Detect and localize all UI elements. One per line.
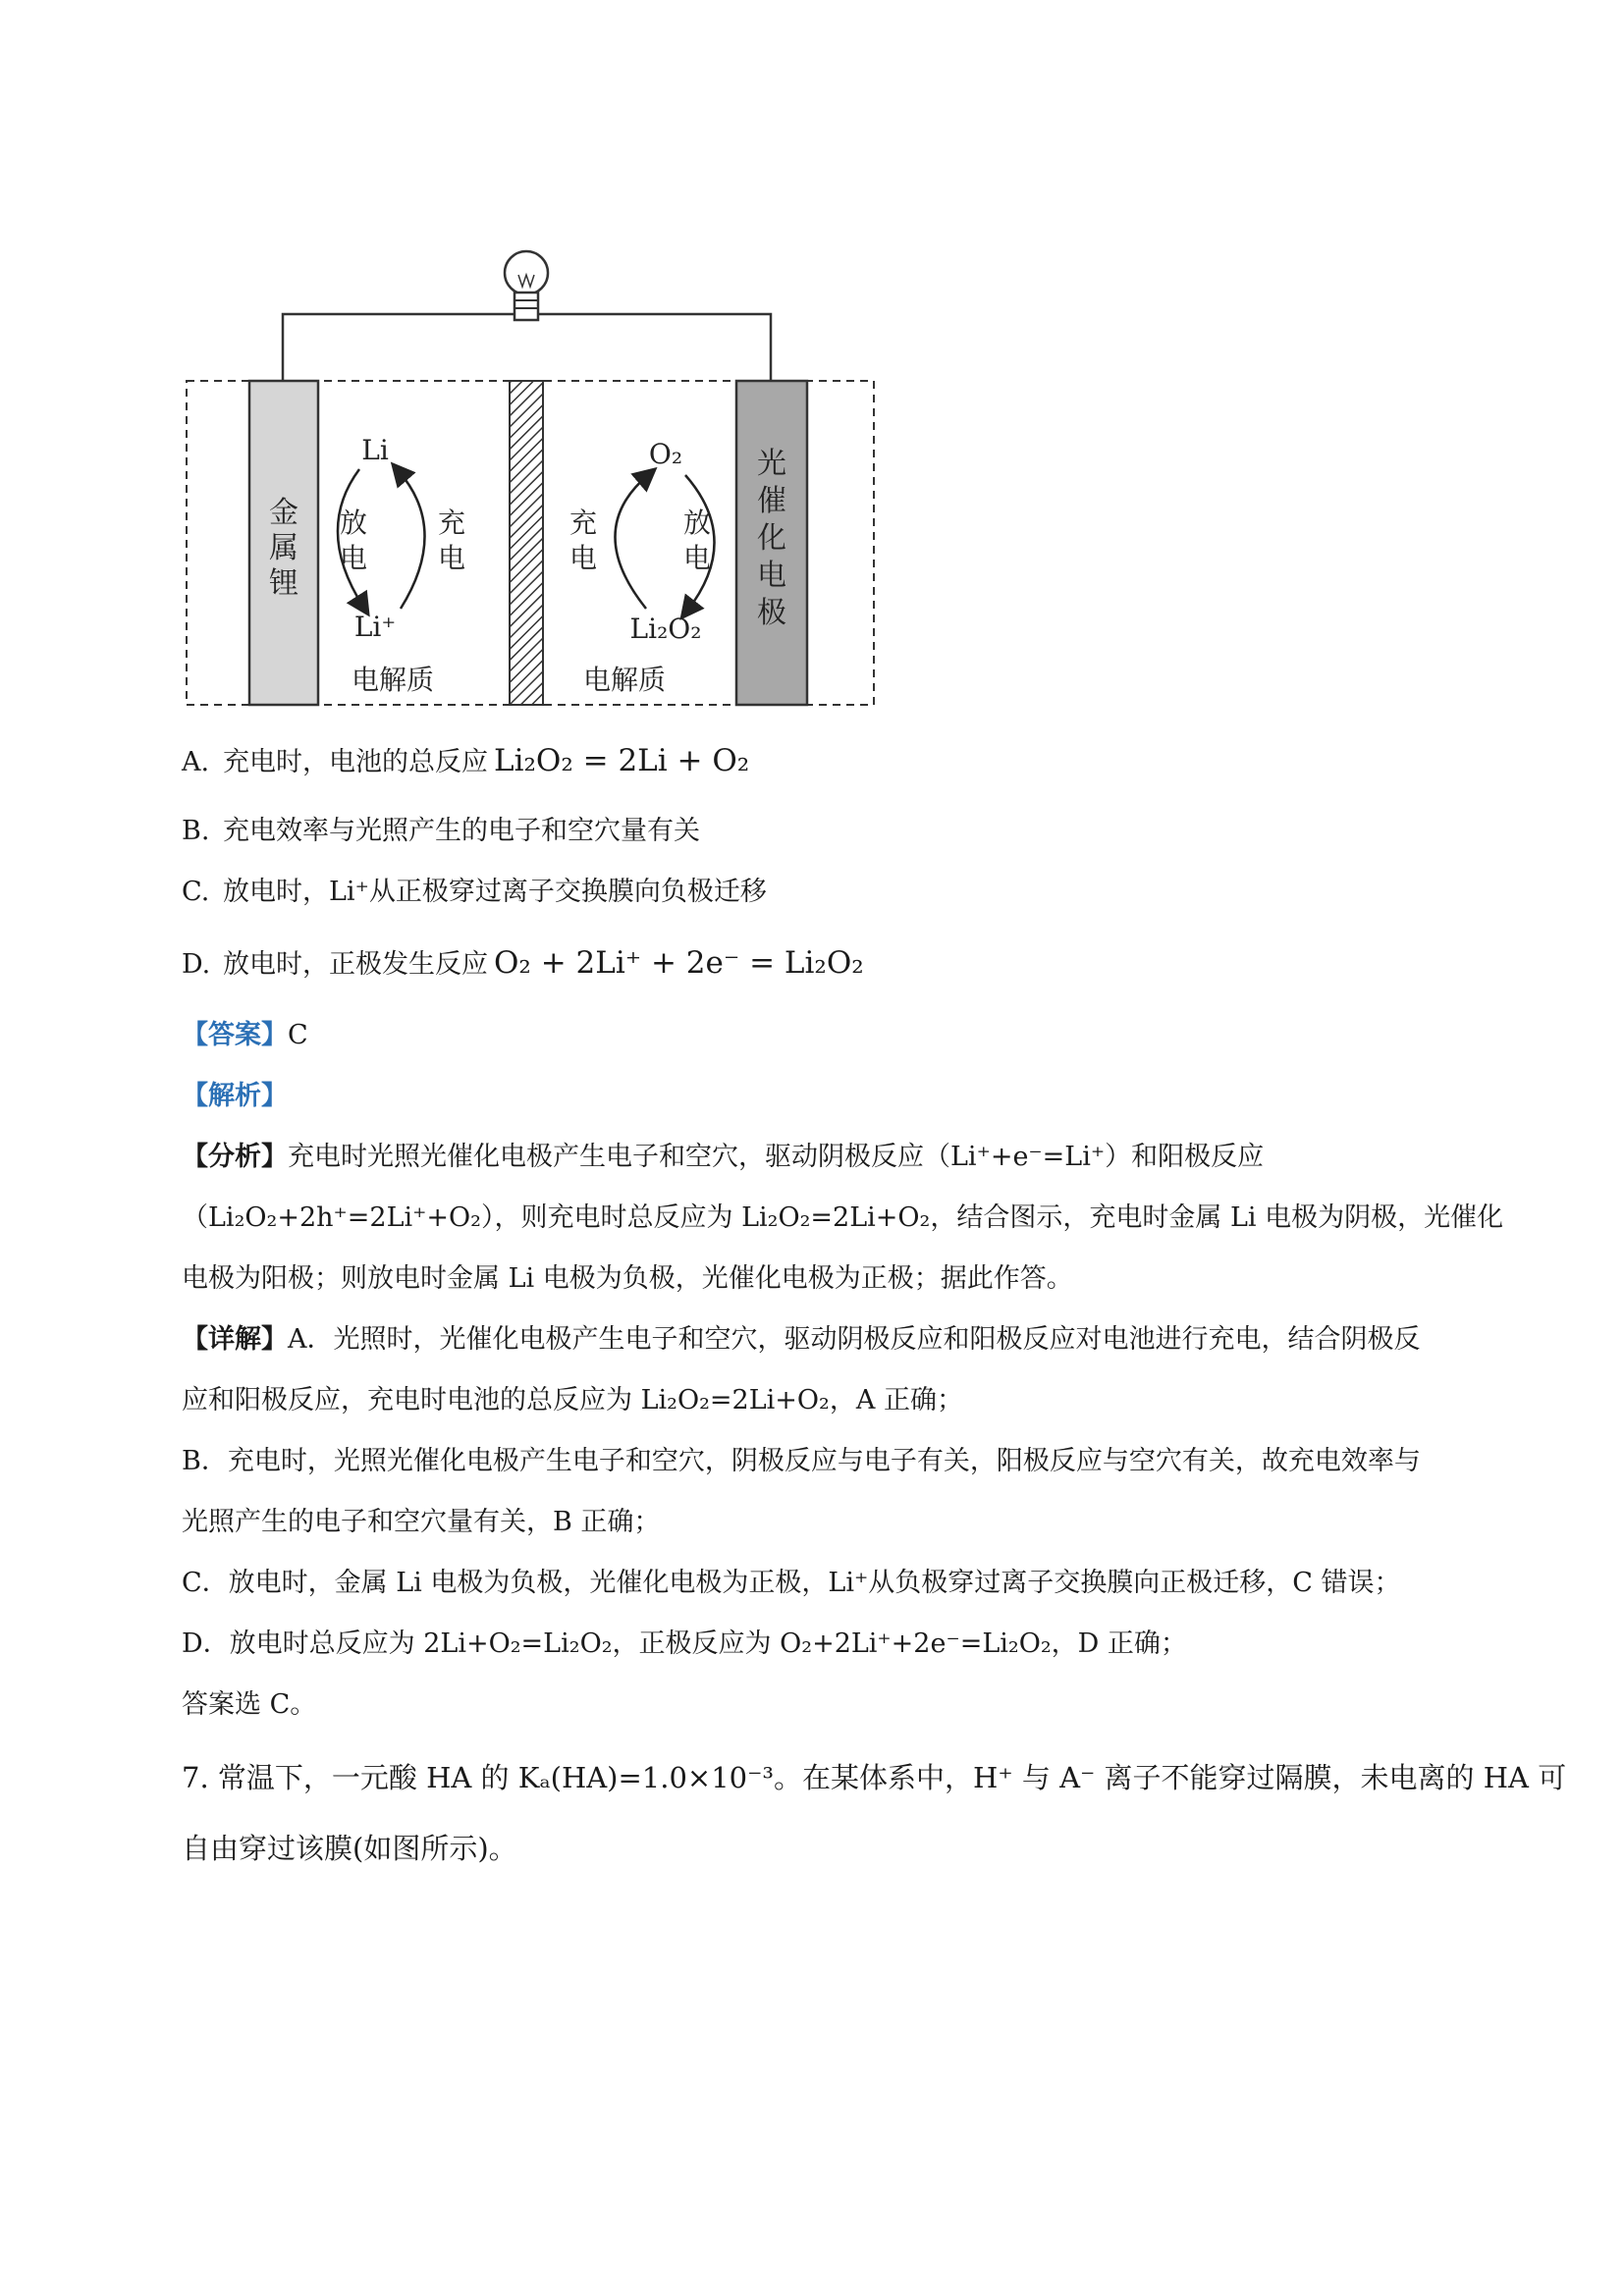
detail-line <box>182 1381 963 1420</box>
analysis-text: 充电时光照光催化电极产生电子和空穴，驱动阴极反应（Li⁺+e⁻=Li⁺）和阳极反应 <box>288 1142 1265 1172</box>
detail-line <box>182 1503 660 1542</box>
question-text: 7. 常温下，一元酸 HA 的 Kₐ(HA)=1.0×10⁻³。在某体系中，H⁺ 与 A⁻ 离子不能穿过隔膜，未电离的 HA 可 <box>182 1761 1567 1794</box>
detail-line <box>182 1564 1400 1603</box>
left-discharge-char: 放 <box>339 507 368 539</box>
right-electrode-char: 电 <box>757 559 786 593</box>
detail-text: D．放电时总反应为 2Li+O₂=Li₂O₂，正极反应为 O₂+2Li⁺+2e⁻=Li₂O₂，D 正确； <box>182 1629 1187 1659</box>
detail-text: 光照产生的电子和空穴量有关，B 正确； <box>182 1507 661 1537</box>
detail-label: 【详解】 <box>182 1324 288 1355</box>
option-b <box>182 812 700 851</box>
detail-text: A．光照时，光催化电极产生电子和空穴，驱动阴极反应和阳极反应对电池进行充电，结合阴极反 <box>288 1324 1421 1355</box>
wire <box>283 314 771 381</box>
ion-exchange-membrane <box>510 381 543 705</box>
detail-text: C．放电时，金属 Li 电极为负极，光催化电极为正极，Li⁺从负极穿过离子交换膜向正极迁移，C 错误； <box>182 1568 1401 1598</box>
right-electrode-char: 催 <box>757 484 786 518</box>
option-letter: C. <box>182 877 210 907</box>
question-7-line <box>182 1829 517 1868</box>
option-letter: A. <box>182 747 210 777</box>
right-bottom-species: Li₂O₂ <box>629 613 702 645</box>
detail-text: B．充电时，光照光催化电极产生电子和空穴，阴极反应与电子有关，阳极反应与空穴有关，故充电效率与 <box>182 1446 1421 1476</box>
right-charge-arrow <box>615 475 648 609</box>
left-electrode-char: 金 <box>269 496 298 530</box>
left-electrode-char: 锂 <box>269 566 298 601</box>
answer-value: C <box>288 1020 308 1050</box>
detail-text: 答案选 C。 <box>182 1689 317 1720</box>
analysis-text: （Li₂O₂+2h⁺=2Li⁺+O₂），则充电时总反应为 Li₂O₂=2Li+O₂，结合图示，充电时金属 Li 电极为阴极，光催化 <box>182 1202 1504 1233</box>
electrolyte-label-right: 电解质 <box>582 664 667 696</box>
analysis-label: 【解析】 <box>182 1081 288 1111</box>
question-text: 自由穿过该膜(如图所示)。 <box>182 1832 517 1865</box>
right-electrode-char: 极 <box>757 596 786 630</box>
option-c <box>182 873 767 912</box>
right-electrode-char: 化 <box>757 521 786 556</box>
right-top-species: O₂ <box>648 438 683 470</box>
right-discharge-char: 放 <box>682 507 712 539</box>
option-formula: O₂ + 2Li⁺ + 2e⁻ = Li₂O₂ <box>494 945 864 981</box>
analysis-text: 电极为阳极；则放电时金属 Li 电极为负极，光催化电极为正极；据此作答。 <box>182 1263 1073 1294</box>
left-charge-arrow <box>399 471 425 609</box>
detail-text: 应和阳极反应，充电时电池的总反应为 Li₂O₂=2Li+O₂，A 正确； <box>182 1385 963 1415</box>
option-text: 放电时，正极发生反应 <box>223 949 488 980</box>
analysis-line <box>182 1259 1073 1299</box>
option-text: 放电时，Li⁺从正极穿过离子交换膜向负极迁移 <box>223 877 767 907</box>
option-formula: Li₂O₂ = 2Li + O₂ <box>494 743 750 778</box>
option-d <box>182 943 864 985</box>
answer-label: 【答案】 <box>182 1020 288 1050</box>
electrolyte-label-left: 电解质 <box>351 664 435 696</box>
left-charge-char: 电 <box>437 542 466 574</box>
option-letter: D. <box>182 949 211 980</box>
left-bottom-species: Li⁺ <box>353 611 397 643</box>
answer-line <box>182 1016 308 1055</box>
analysis-heading <box>182 1077 288 1116</box>
detail-line <box>182 1442 1421 1481</box>
option-text: 充电时，电池的总反应 <box>223 747 488 777</box>
detail-line <box>182 1685 316 1725</box>
left-discharge-char: 电 <box>339 542 368 574</box>
analysis-sub-label: 【分析】 <box>182 1142 288 1172</box>
right-charge-char: 充 <box>568 507 598 539</box>
option-letter: B. <box>182 816 210 846</box>
battery-diagram <box>167 236 893 717</box>
question-7-line <box>182 1758 1566 1797</box>
detail-line <box>182 1320 1421 1360</box>
analysis-line <box>182 1199 1503 1238</box>
right-charge-char: 电 <box>568 542 598 574</box>
right-electrode-char: 光 <box>757 447 786 481</box>
light-bulb-icon <box>505 251 548 320</box>
option-text: 充电效率与光照产生的电子和空穴量有关 <box>223 816 700 846</box>
option-a <box>182 741 749 782</box>
detail-line <box>182 1625 1187 1664</box>
left-charge-char: 充 <box>437 507 466 539</box>
right-discharge-char: 电 <box>682 542 712 574</box>
analysis-line <box>182 1138 1264 1177</box>
left-electrode-char: 属 <box>269 531 298 565</box>
left-top-species: Li <box>361 434 389 466</box>
